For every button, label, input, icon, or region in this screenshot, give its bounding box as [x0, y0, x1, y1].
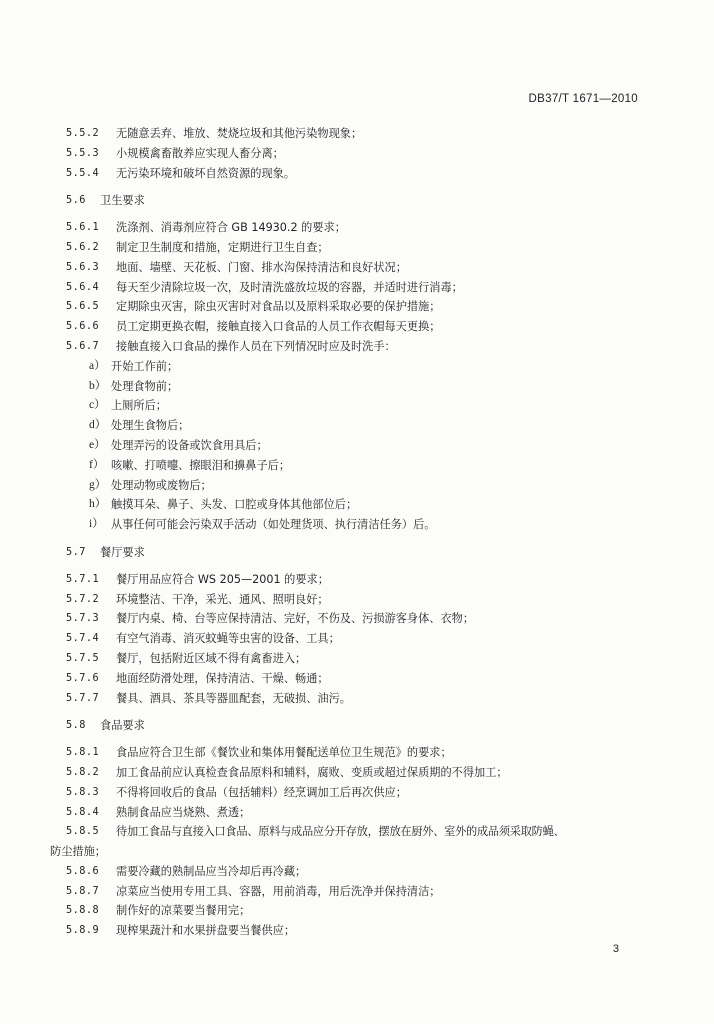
clause-number: 5.7.2: [66, 593, 100, 605]
list-item: [66, 377, 646, 397]
clause: [66, 689, 646, 709]
clause: [66, 218, 646, 238]
clause-number: 5.7.6: [66, 672, 100, 684]
clause-text: 地面经防滑处理，保持清洁、干燥、畅通；: [116, 671, 329, 685]
list-item-label: e）: [89, 438, 106, 451]
clause: [66, 921, 646, 941]
list-item: [66, 476, 646, 496]
clause-number: 5.8.9: [66, 925, 100, 937]
clause-text: 无污染环境和破坏自然资源的现象。: [116, 166, 296, 180]
clause-text: 需要冷藏的熟制品应当冷却后再冷藏；: [116, 864, 307, 878]
clause-text: 制定卫生制度和措施，定期进行卫生自查；: [116, 240, 329, 254]
page-number: 3: [612, 943, 619, 955]
clause: [66, 590, 646, 610]
clause-text: 环境整洁、干净，采光、通风、照明良好；: [116, 592, 329, 606]
clause-text: 不得将回收后的食品（包括辅料）经烹调加工后再次供应；: [116, 785, 407, 799]
list-item-label: d）: [89, 419, 107, 432]
list-item: [66, 416, 646, 436]
section-title: 食品要求: [100, 719, 145, 733]
clause-text: 地面、墙壁、天花板、门窗、排水沟保持清洁和良好状况；: [116, 260, 407, 274]
clause: [66, 337, 646, 357]
section-number: 5.6: [66, 195, 86, 207]
clause-number: 5.8.7: [66, 885, 100, 897]
section-heading: [66, 716, 646, 736]
clause-text: 接触直接入口食品的操作人员在下列情况时应及时洗手：: [116, 339, 396, 353]
clause-number: 5.8.3: [66, 786, 100, 798]
list-item-text: 处理弄污的设备或饮食用具后；: [111, 438, 268, 452]
clause-number: 5.8.8: [66, 905, 100, 917]
section-title: 卫生要求: [100, 194, 145, 208]
list-item-text: 处理动物或废物后；: [111, 478, 212, 492]
clause-number: 5.8.4: [66, 806, 100, 818]
clause-text: 小规模禽畜散养应实现人畜分离；: [116, 146, 284, 160]
list-item-text: 开始工作前；: [111, 359, 179, 373]
list-item-label: i）: [89, 518, 104, 531]
clause: [66, 822, 646, 842]
clause-number: 5.6.3: [66, 261, 100, 273]
section-number: 5.7: [66, 546, 86, 558]
clause: [66, 649, 646, 669]
clause-text: 制作好的凉菜要当餐用完；: [116, 904, 251, 918]
clause-text: 食品应符合卫生部《餐饮业和集体用餐配送单位卫生规范》的要求；: [116, 746, 452, 760]
list-item: [66, 436, 646, 456]
clause: [66, 144, 646, 164]
list-item-label: g）: [89, 478, 107, 491]
list-item-text: 处理生食物后；: [111, 419, 190, 433]
clause-number: 5.5.4: [66, 167, 100, 179]
clause-text: 洗涤剂、消毒剂应符合 GB 14930.2 的要求；: [116, 221, 346, 235]
clause: [66, 297, 646, 317]
list-item-text: 咳嗽、打喷嚏、擦眼泪和擤鼻子后；: [111, 458, 291, 472]
clause: [66, 862, 646, 882]
section-heading: [66, 191, 646, 211]
clause-number: 5.8.2: [66, 766, 100, 778]
clause-text: 现榨果蔬汁和水果拼盘要当餐供应；: [116, 924, 296, 938]
clause-text: 有空气消毒、消灭蚊蝇等虫害的设备、工具；: [116, 632, 340, 646]
clause-number: 5.6.7: [66, 340, 100, 352]
clause-text: 待加工食品与直接入口食品、原料与成品应分开存放，摆放在厨外、室外的成品须采取防蝇、: [116, 825, 565, 839]
clause: [66, 743, 646, 763]
clause-number: 5.6.6: [66, 321, 100, 333]
clause: [66, 763, 646, 783]
clause-number: 5.7.4: [66, 633, 100, 645]
clause-text: 餐具、酒具、茶具等器皿配套，无破损、油污。: [116, 691, 351, 705]
clause-number: 5.6.4: [66, 281, 100, 293]
clause: [66, 124, 646, 144]
clause-text: 无随意丢弃、堆放、焚烧垃圾和其他污染物现象；: [116, 127, 363, 140]
clause: [66, 803, 646, 823]
list-item: [66, 456, 646, 476]
clause: [66, 629, 646, 649]
clause: [66, 164, 646, 184]
clause: [66, 783, 646, 803]
clause-number: 5.6.5: [66, 301, 100, 313]
list-item: [66, 357, 646, 377]
clause-number: 5.7.1: [66, 573, 100, 585]
clause-text: 餐厅用品应符合 WS 205—2001 的要求；: [116, 572, 329, 586]
list-item: [66, 515, 646, 535]
clause-text: 每天至少清除垃圾一次，及时清洗盛放垃圾的容器，并适时进行消毒；: [116, 280, 463, 294]
clause-text: 餐厅内桌、椅、台等应保持清洁、完好，不伤及、污损游客身体、衣物；: [116, 612, 475, 626]
list-item-label: f）: [89, 458, 105, 471]
clause: [66, 278, 646, 298]
section-number: 5.8: [66, 720, 86, 732]
clause-text: 餐厅，包括附近区域不得有禽畜进入；: [116, 651, 307, 665]
list-item-text: 处理食物前；: [111, 379, 179, 393]
clause: [66, 238, 646, 258]
clause-number: 5.7.5: [66, 652, 100, 664]
list-item-label: b）: [89, 379, 107, 392]
list-item-text: 上厕所后；: [111, 399, 167, 413]
clause-text: 凉菜应当使用专用工具、容器，用前消毒，用后洗净并保持清洁；: [116, 884, 441, 898]
clause-text: 加工食品前应认真检查食品原料和辅料，腐败、变质或超过保质期的不得加工；: [116, 765, 508, 779]
clause-text: 定期除虫灭害，除虫灭害时对食品以及原料采取必要的保护措施；: [116, 300, 441, 314]
clause-number: 5.5.2: [66, 128, 100, 139]
clause-number: 5.8.1: [66, 747, 100, 759]
section-heading: [66, 543, 646, 563]
list-item: [66, 396, 646, 416]
clause: [66, 901, 646, 921]
clause-number: 5.7.7: [66, 692, 100, 704]
clause: [66, 669, 646, 689]
clause: [66, 570, 646, 590]
clause: [66, 882, 646, 902]
list-item-label: c）: [89, 399, 106, 412]
clause-text: 熟制食品应当烧熟、煮透；: [116, 805, 251, 819]
clause-continuation: 防尘措施；: [50, 845, 106, 859]
clause-number: 5.8.5: [66, 826, 100, 838]
clause: [66, 609, 646, 629]
clause-number: 5.6.2: [66, 241, 100, 253]
clause-number: 5.7.3: [66, 613, 100, 625]
document-code: DB37/T 1671—2010: [528, 93, 638, 105]
clause: [66, 258, 646, 278]
list-item-label: h）: [89, 498, 107, 511]
list-item-text: 从事任何可能会污染双手活动（如处理货项、执行清洁任务）后。: [111, 518, 436, 532]
clause-number: 5.5.3: [66, 147, 100, 159]
clause: [66, 317, 646, 337]
list-item-text: 触摸耳朵、鼻子、头发、口腔或身体其他部位后；: [111, 498, 358, 512]
list-item: [66, 495, 646, 515]
section-title: 餐厅要求: [100, 545, 145, 559]
list-item-label: a）: [89, 359, 106, 372]
clause-number: 5.6.1: [66, 222, 100, 234]
document-body: [50, 124, 646, 941]
clause-text: 员工定期更换衣帽，接触直接入口食品的人员工作衣帽每天更换；: [116, 320, 441, 334]
clause-number: 5.8.6: [66, 865, 100, 877]
